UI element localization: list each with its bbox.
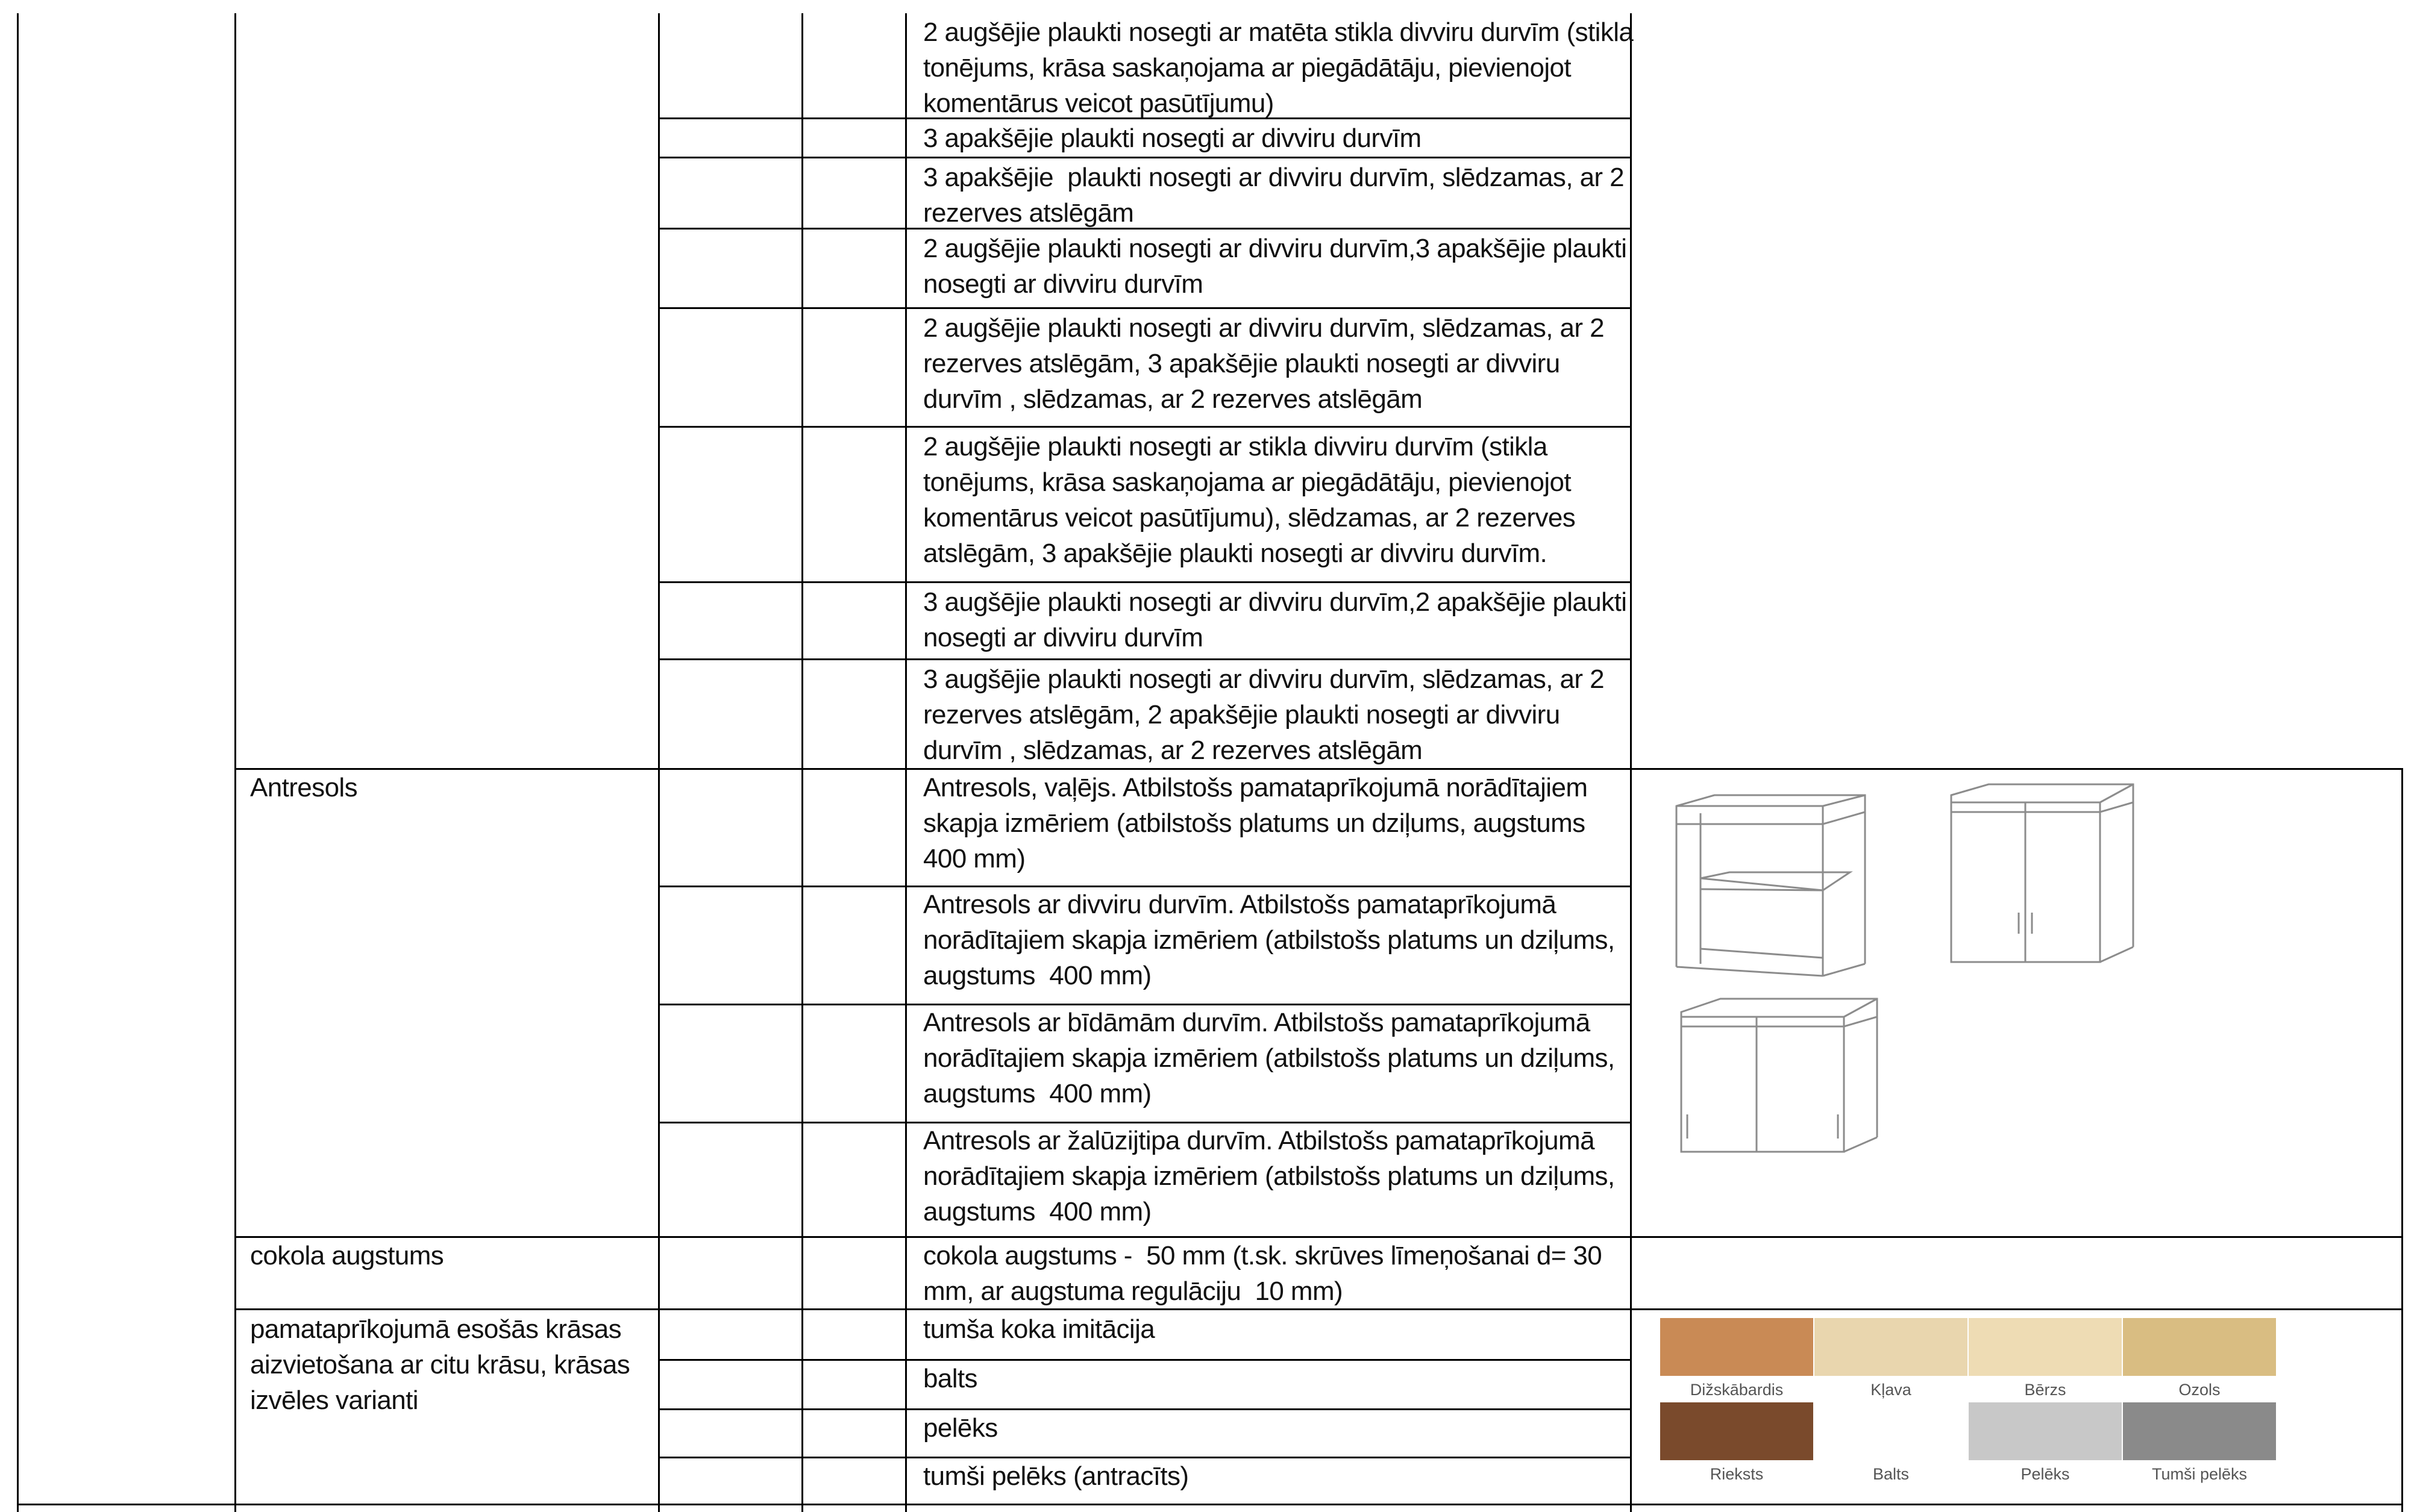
description-line: Antresols ar bīdāmām durvīm. Atbilstošs pamataprīkojumā: [923, 1008, 1590, 1037]
color-swatch: [2123, 1318, 2276, 1376]
description-line: tumša koka imitācija: [923, 1314, 1155, 1344]
description-line: rezerves atslēgām, 2 apakšējie plaukti nosegti ar divviru: [923, 700, 1560, 729]
description-line: 2 augšējie plaukti nosegti ar divviru durvīm, slēdzamas, ar 2: [923, 313, 1604, 343]
description-line: mm, ar augstuma regulāciju 10 mm): [923, 1276, 1343, 1306]
color-swatch-label: Balts: [1872, 1465, 1910, 1483]
description-line: durvīm , slēdzamas, ar 2 rezerves atslēgām: [923, 384, 1423, 414]
column-border: [234, 13, 236, 1512]
color-swatch-label: Dižskābardis: [1690, 1381, 1784, 1399]
description-line: skapja izmēriem (atbilstošs platums un dziļums, augstums: [923, 808, 1585, 838]
row-border: [658, 1359, 1632, 1361]
category-label-line: Antresols: [250, 773, 358, 802]
description-line: 3 apakšējie plaukti nosegti ar divviru durvīm: [923, 123, 1422, 153]
antresols-illustrations: [1663, 777, 2205, 1169]
sliding-door-cabinet-drawing: [1681, 999, 1877, 1152]
color-swatch: [1660, 1402, 1813, 1460]
description-line: balts: [923, 1364, 977, 1393]
category-label-line: pamataprīkojumā esošās krāsas: [250, 1314, 622, 1344]
description-line: 2 augšējie plaukti nosegti ar stikla divviru durvīm (stikla: [923, 432, 1547, 461]
description-line: durvīm , slēdzamas, ar 2 rezerves atslēgām: [923, 736, 1423, 765]
color-swatch: [1814, 1318, 1967, 1376]
open-cabinet-drawing: [1676, 795, 1865, 976]
description-line: Antresols ar žalūzijtipa durvīm. Atbilstošs pamataprīkojumā: [923, 1126, 1594, 1155]
description-line: cokola augstums - 50 mm (t.sk. skrūves līmeņošanai d= 30: [923, 1241, 1602, 1270]
description-line: 400 mm): [923, 844, 1026, 873]
row-border: [658, 157, 1632, 158]
description-line: norādītajiem skapja izmēriem (atbilstošs platums un dziļums,: [923, 1161, 1615, 1191]
column-border: [658, 13, 660, 1512]
description-line: nosegti ar divviru durvīm: [923, 269, 1203, 299]
color-swatch-label: Ozols: [2178, 1381, 2221, 1399]
category-label-line: aizvietošana ar citu krāsu, krāsas: [250, 1350, 630, 1379]
row-border: [658, 1408, 1632, 1410]
description-line: pelēks: [923, 1413, 998, 1443]
description-line: norādītajiem skapja izmēriem (atbilstošs platums un dziļums,: [923, 925, 1615, 955]
color-swatch: [1969, 1402, 2122, 1460]
row-border: [1630, 768, 2403, 770]
description-line: 3 augšējie plaukti nosegti ar divviru durvīm, slēdzamas, ar 2: [923, 664, 1604, 694]
color-swatch-label: Bērzs: [2024, 1381, 2066, 1399]
description-line: 3 augšējie plaukti nosegti ar divviru durvīm,2 apakšējie plaukti: [923, 587, 1627, 617]
column-border: [2401, 768, 2403, 1512]
color-swatch-label: Pelēks: [2020, 1465, 2070, 1483]
column-border: [1630, 13, 1632, 1512]
description-line: rezerves atslēgām: [923, 198, 1134, 228]
description-line: Antresols, vaļējs. Atbilstošs pamataprīkojumā norādītajiem: [923, 773, 1588, 802]
description-line: norādītajiem skapja izmēriem (atbilstošs platums un dziļums,: [923, 1043, 1615, 1073]
row-border: [658, 228, 1632, 230]
category-label-line: izvēles varianti: [250, 1385, 418, 1415]
color-swatches-panel: [1660, 1318, 2299, 1505]
column-border: [17, 13, 19, 1512]
description-line: nosegti ar divviru durvīm: [923, 623, 1203, 652]
color-swatch: [1660, 1318, 1813, 1376]
row-border: [658, 658, 1632, 660]
color-swatch: [1814, 1402, 1967, 1460]
description-line: tumši pelēks (antracīts): [923, 1461, 1189, 1491]
color-swatch-label: Rieksts: [1710, 1465, 1764, 1483]
description-line: augstums 400 mm): [923, 1079, 1152, 1108]
row-border: [658, 426, 1632, 428]
description-line: 3 apakšējie plaukti nosegti ar divviru durvīm, slēdzamas, ar 2: [923, 163, 1624, 192]
row-border: [658, 581, 1632, 583]
description-line: Antresols ar divviru durvīm. Atbilstošs pamataprīkojumā: [923, 890, 1556, 919]
category-label-line: cokola augstums: [250, 1241, 444, 1270]
color-swatch: [2123, 1402, 2276, 1460]
double-door-cabinet-drawing: [1951, 784, 2133, 962]
color-swatch-label: Tumši pelēks: [2151, 1465, 2248, 1483]
description-line: tonējums, krāsa saskaņojama ar piegādātāju, pievienojot: [923, 53, 1571, 83]
description-line: augstums 400 mm): [923, 961, 1152, 990]
description-line: 2 augšējie plaukti nosegti ar divviru durvīm,3 apakšējie plaukti: [923, 234, 1627, 263]
description-line: 2 augšējie plaukti nosegti ar matēta stikla divviru durvīm (stikla: [923, 17, 1634, 47]
description-line: rezerves atslēgām, 3 apakšējie plaukti nosegti ar divviru: [923, 349, 1560, 378]
color-swatch-label: Kļava: [1870, 1381, 1911, 1399]
color-swatch: [1969, 1318, 2122, 1376]
description-line: komentārus veicot pasūtījumu), slēdzamas, ar 2 rezerves: [923, 503, 1576, 533]
description-line: tonējums, krāsa saskaņojama ar piegādātāju, pievienojot: [923, 467, 1571, 497]
column-border: [905, 13, 907, 1512]
row-border: [658, 307, 1632, 309]
column-border: [801, 13, 803, 1512]
description-line: komentārus veicot pasūtījumu): [923, 89, 1274, 118]
description-line: augstums 400 mm): [923, 1197, 1152, 1226]
description-line: atslēgām, 3 apakšējie plaukti nosegti ar divviru durvīm.: [923, 539, 1547, 568]
